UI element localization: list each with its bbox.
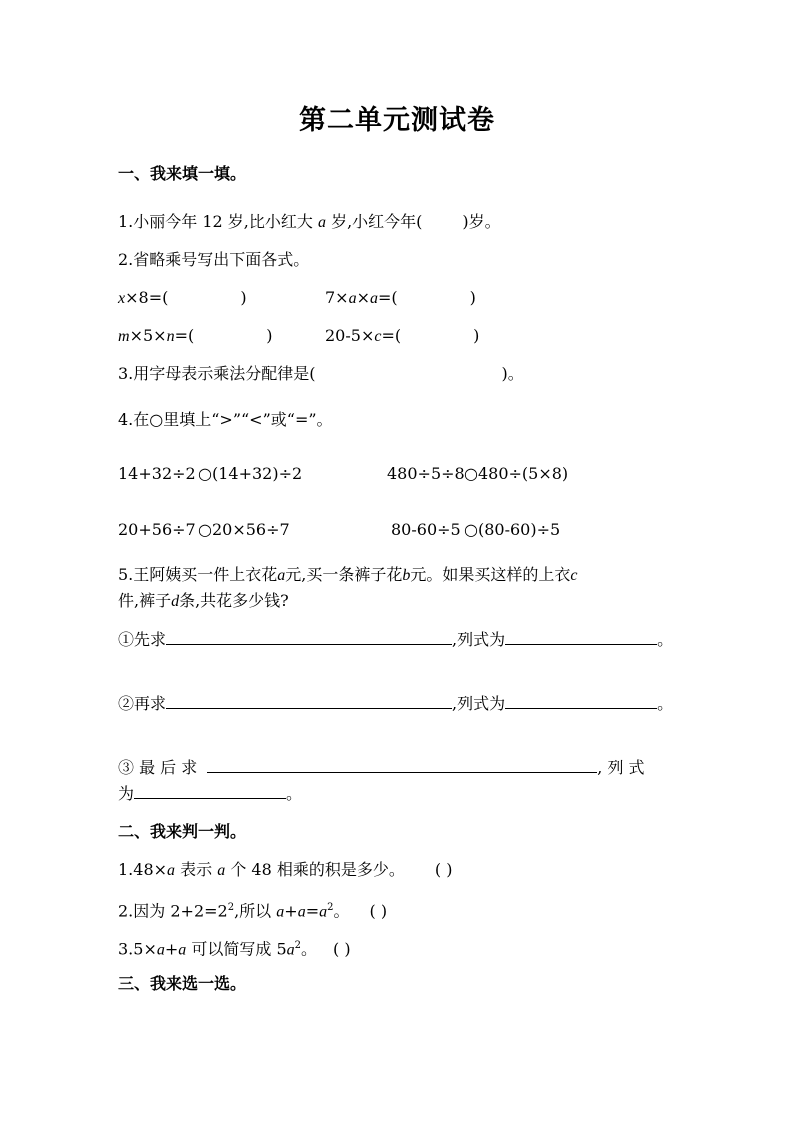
question-1-1: 1.小丽今年 12 岁,比小红大 a 岁,小红今年( )岁。 — [118, 212, 501, 231]
section-1-heading: 一、我来填一填。 — [118, 164, 247, 183]
page-title: 第二单元测试卷 — [299, 105, 495, 136]
question-1-5-step-3: ③ 最 后 求 , 列 式 — [118, 758, 645, 777]
question-1-5-line-1: 5.王阿姨买一件上衣花a元,买一条裤子花b元。如果买这样的上衣c — [118, 565, 578, 584]
question-1-3: 3.用字母表示乘法分配律是( )。 — [118, 364, 524, 383]
question-1-5-step-2: ②再求 ,列式为 。 — [118, 694, 674, 713]
question-1-4: 4.在○里填上“>”“<”或“=”。 — [118, 410, 333, 429]
question-2-3: 3.5×a+a 可以简写成 $5a^2$。 ( ) — [118, 939, 351, 959]
question-2-2: 2.因为 $2+2=2^2$,所以 $a+a=a^2$。 ( ) — [118, 901, 388, 921]
question-1-2: 2.省略乘号写出下面各式。 — [118, 250, 310, 269]
question-1-5-step-1: ①先求 ,列式为 。 — [118, 630, 674, 649]
section-3-heading: 三、我来选一选。 — [118, 974, 247, 993]
question-2-1: 1.48×a 表示 a 个 48 相乘的积是多少。 ( ) — [118, 860, 453, 879]
section-2-heading: 二、我来判一判。 — [118, 822, 247, 841]
question-1-5-line-2: 件,裤子d条,共花多少钱? — [118, 591, 289, 610]
question-1-5-step-3-cont: 为 。 — [118, 784, 303, 803]
